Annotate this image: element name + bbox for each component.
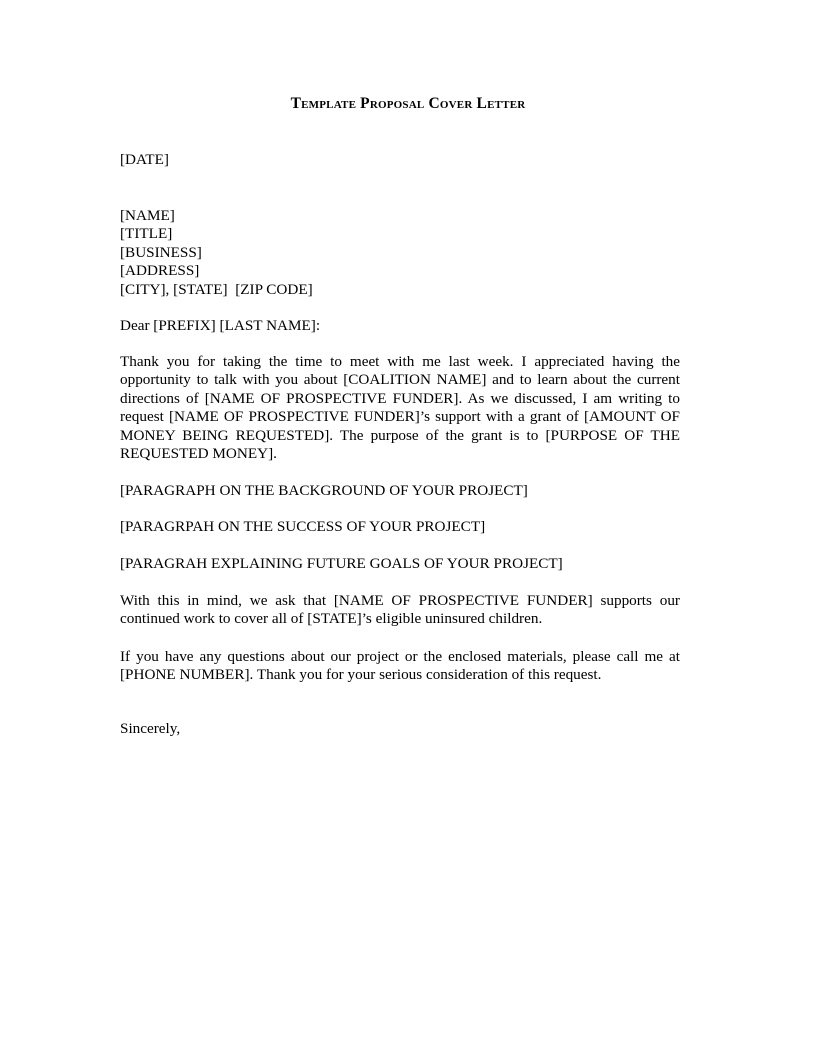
paragraph-contact: If you have any questions about our project or the enclosed materials, please call me at [PHONE NUMBER]. Thank you for your serious consideration of this request. [120, 648, 680, 684]
salutation: Dear [PREFIX] [LAST NAME]: [120, 317, 321, 334]
recipient-business: [BUSINESS] [120, 243, 202, 261]
paragraph-future-goals: [PARAGRAH EXPLAINING FUTURE GOALS OF YOUR PROJECT] [120, 555, 563, 572]
closing: Sincerely, [120, 720, 181, 737]
paragraph-intro: Thank you for taking the time to meet with me last week. I appreciated having the opportunity to talk with you about [COALITION NAME] and to learn about the current directions of [NAME OF PROSPECTIVE FUNDER]. As we discussed, I am writing to request [NAME OF PROSPECTIVE FUNDER]’s support with a grant of [AMOUNT OF MONEY BEING REQUESTED]. The purpose of the grant is to [PURPOSE OF THE REQUESTED MONEY]. [120, 353, 680, 463]
paragraph-request: With this in mind, we ask that [NAME OF PROSPECTIVE FUNDER] supports our continued work to cover all of [STATE]’s eligible uninsured children. [120, 592, 680, 628]
paragraph-background: [PARAGRAPH ON THE BACKGROUND OF YOUR PROJECT] [120, 482, 528, 499]
recipient-address-block [120, 207, 680, 299]
letter-date: [DATE] [120, 151, 169, 168]
paragraph-success: [PARAGRPAH ON THE SUCCESS OF YOUR PROJECT] [120, 518, 486, 535]
document-title: Template Proposal Cover Letter [290, 95, 526, 112]
recipient-title: [TITLE] [120, 225, 173, 243]
recipient-address: [ADDRESS] [120, 262, 200, 280]
recipient-name: [NAME] [120, 207, 175, 224]
recipient-city-state-zip: [CITY], [STATE] [ZIP CODE] [120, 280, 313, 298]
